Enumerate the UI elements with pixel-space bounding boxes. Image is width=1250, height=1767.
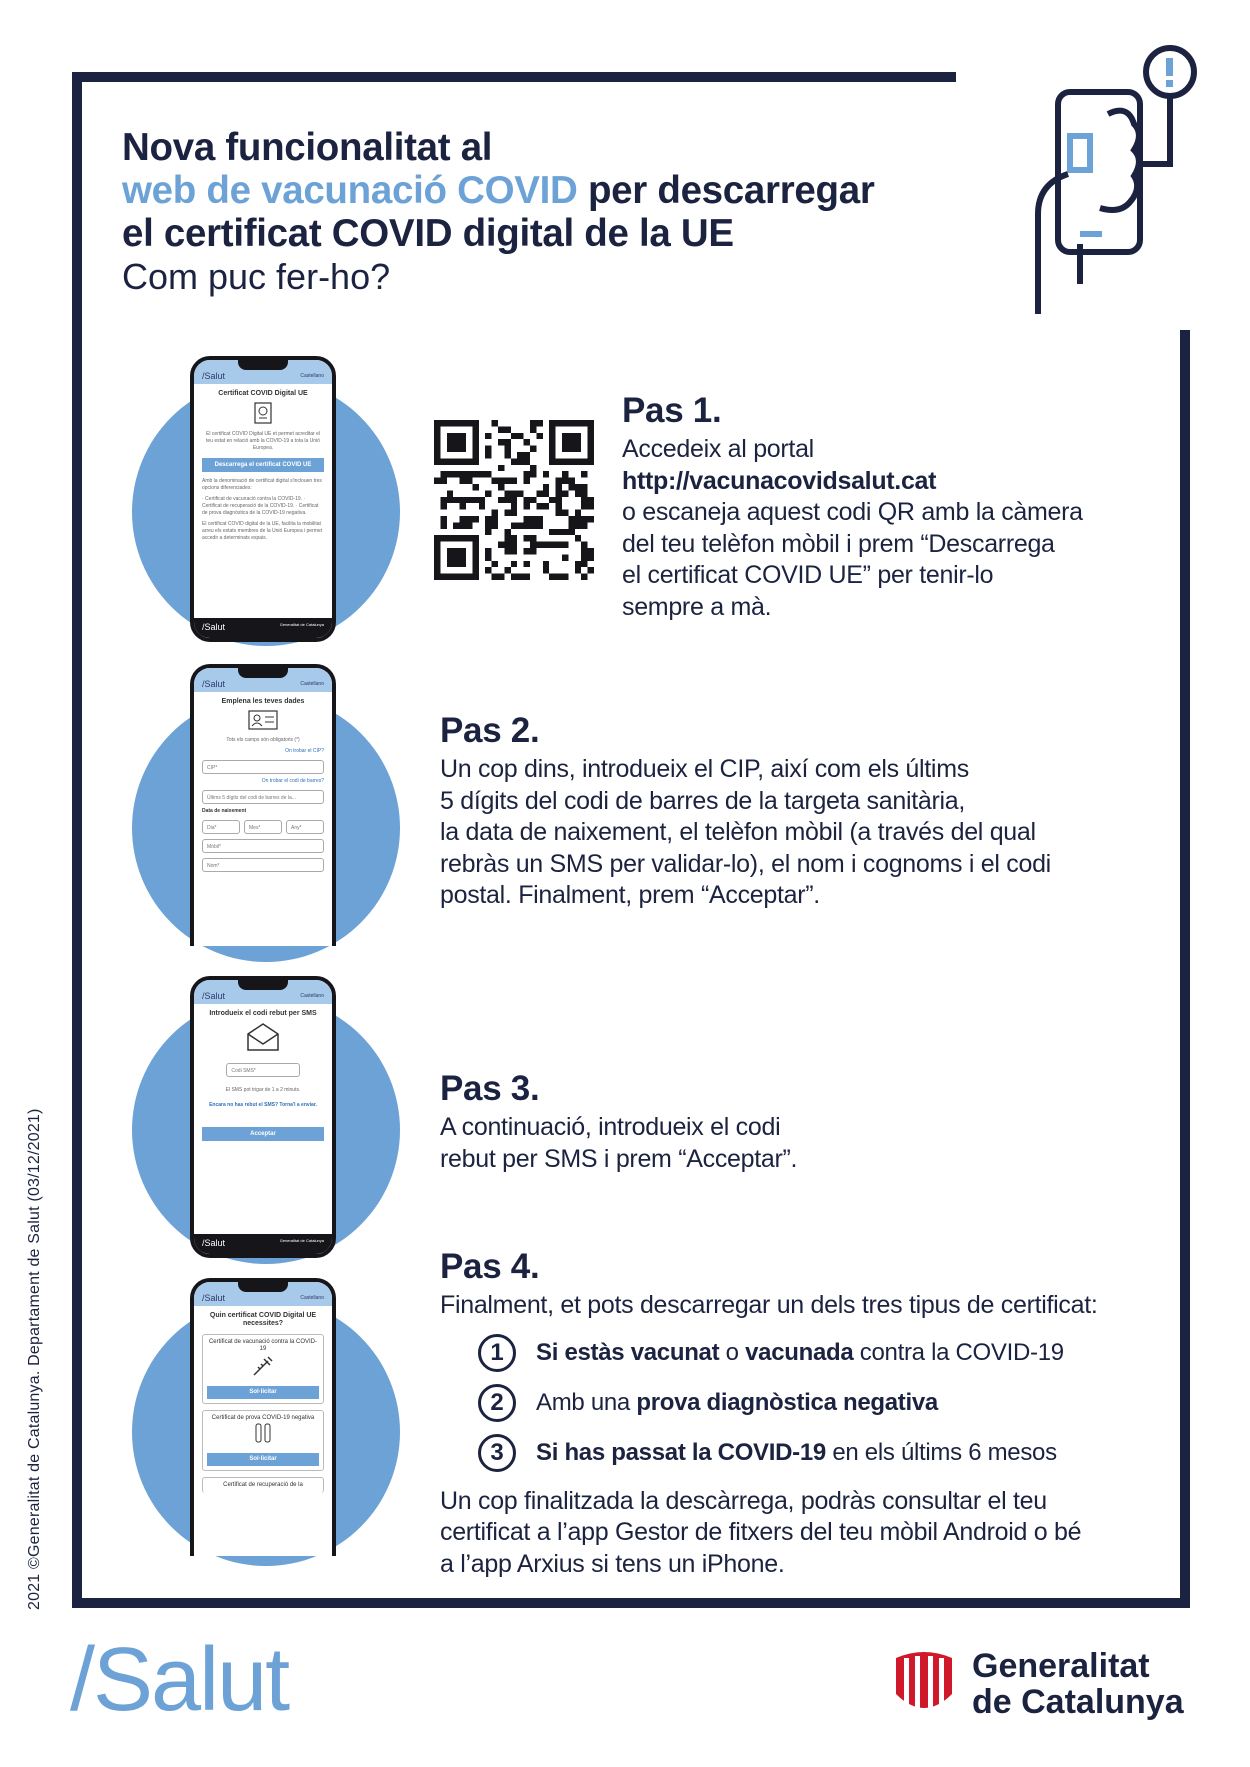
month-input[interactable]: Mes* [244,820,282,834]
phone-title: Quin certificat COVID Digital UE necessites? [209,1312,317,1327]
phone-notch [238,1280,288,1292]
phone-mockup [190,976,336,1258]
option-bold: Si estàs vacunat [536,1338,720,1366]
step-1 [622,392,1083,623]
accept-button[interactable]: Acceptar [202,1127,324,1141]
phone-footer [194,618,332,638]
dob-fields [202,815,324,834]
step-3-body [440,1112,797,1175]
cip-input[interactable]: CIP* [202,760,324,774]
vaccination-certificate-card [202,1334,324,1404]
test-certificate-card [202,1410,324,1471]
download-certificate-button[interactable]: Descarrega el certificat COVID UE [202,458,324,472]
option-text [536,1438,1057,1468]
phone-title: Introdueix el codi rebut per SMS [209,1010,317,1017]
card-label: Certificat de recuperació de la [223,1482,303,1488]
phone-content [194,384,332,548]
option-text [536,1338,1064,1368]
side-credit: 2021 ©Generalitat de Catalunya. Departament de Salut (03/12/2021) [26,1108,43,1610]
step-3-line: A continuació, introdueix el codi [440,1113,781,1141]
card-label: Certificat de vacunació contra la COVID-19 [208,1339,318,1352]
option-mid: o [719,1338,746,1366]
phone-brand: /Salut [202,679,226,689]
phone-footer-org: Generalitat de Catalunya [279,622,324,627]
step-1-body [622,434,1083,623]
dob-label: Data de naixement [202,808,247,814]
option-rest: contra la COVID-19 [853,1338,1064,1366]
step-2-body [440,754,1051,912]
generalitat-line-2: de Catalunya [972,1683,1184,1721]
salut-logo: /Salut [70,1630,289,1730]
phone-note: Amb la denominació de certificat digital s'inclouen tres opcions diferenciades: [202,478,322,491]
step-1-line: sempre a mà. [622,592,772,621]
generalitat-logo [892,1648,1184,1720]
step-1-line: del teu telèfon mòbil i prem “Descarrega [622,529,1055,558]
step-2-line: rebràs un SMS per validar-lo), el nom i cognoms i el codi [440,849,1051,878]
option-number: 1 [478,1334,516,1372]
title-line-2-rest: per descarregar [577,169,875,212]
step-1-line: Accedeix al portal [622,435,814,463]
id-card-icon [248,710,278,730]
step-2-line: postal. Finalment, prem “Acceptar”. [440,881,820,909]
step4-illustration [132,1278,412,1578]
generalitat-name [972,1648,1184,1720]
year-input[interactable]: Any* [286,820,324,834]
step-2 [440,712,1051,912]
help-barcode-link[interactable]: On trobar el codi de barres? [261,778,324,784]
step-2-line: la data de naixement, el telèfon mòbil (a través del qual [440,818,1036,846]
phone-notch [238,666,288,678]
phone-alert-icon [1020,44,1220,324]
option-pre: Amb una [536,1388,637,1416]
phone-mockup [190,1278,336,1556]
option-bold: prova diagnòstica negativa [636,1388,938,1416]
syringe-icon [250,1353,276,1379]
option-vaccinated [478,1334,1170,1372]
option-bold: vacunada [745,1338,854,1366]
envelope-icon [245,1022,281,1052]
qr-code[interactable] [434,420,594,580]
phone-desc: El certificat COVID Digital UE et permet acreditar el teu estat en relació amb la COVID-19 a tota la Unió Europea. [206,431,320,451]
phone-title: Emplena les teves dades [221,698,305,705]
frame-top-border [72,72,956,82]
step-2-heading: Pas 2. [440,711,540,750]
card-label: Certificat de prova COVID-19 negativa [211,1415,315,1421]
page-title [122,126,982,299]
step-1-line: o escaneja aquest codi QR amb la càmera [622,498,1083,526]
request-button[interactable]: Sol·licitar [207,1453,319,1466]
phone-content [194,1306,332,1499]
phone-brand: /Salut [202,371,226,381]
step2-illustration [132,664,412,964]
phone-lang-link[interactable]: Castellano [300,681,324,687]
phone-footer [194,1234,332,1254]
step-4-intro: Finalment, et pots descarregar un dels tres tipus de certificat: [440,1291,1098,1319]
phone-content [194,1004,332,1153]
barcode-input[interactable]: Últims 5 dígits del codi de barres de la... [202,790,324,804]
step-2-line: 5 dígits del codi de barres de la targeta sanitària, [440,786,966,815]
sms-hint: El SMS pot trigar de 1 a 2 minuts. [225,1087,301,1093]
generalitat-line-1: Generalitat [972,1647,1150,1685]
phone-lang-link[interactable]: Castellano [300,993,324,999]
step-4 [440,1248,1170,1580]
step3-illustration [132,976,412,1276]
title-line-1: Nova funcionalitat al [122,126,493,169]
step-3-line: rebut per SMS i prem “Acceptar”. [440,1144,798,1173]
day-input[interactable]: Dia* [202,820,240,834]
step-1-line: el certificat COVID UE” per tenir-lo [622,561,994,589]
phone-mockup [190,664,336,946]
portal-link[interactable]: http://vacunacovidsalut.cat [622,466,937,495]
title-line-3: el certificat COVID digital de la UE [122,212,734,255]
option-rest: en els últims 6 mesos [825,1438,1057,1466]
closing-line: a l’app Arxius si tens un iPhone. [440,1549,785,1578]
phone-footer-org: Generalitat de Catalunya [279,1238,324,1243]
mobile-input[interactable]: Mòbil* [202,839,324,853]
step-4-heading: Pas 4. [440,1247,540,1286]
step-4-closing [440,1486,1170,1581]
phone-mockup [190,356,336,642]
phone-lang-link[interactable]: Castellano [300,373,324,379]
phone-brand: /Salut [202,991,226,1001]
step1-illustration [132,356,412,656]
option-text [536,1388,938,1418]
option-recovered [478,1434,1170,1472]
passport-icon [252,402,274,424]
phone-notch [238,358,288,370]
title-subtitle: Com puc fer-ho? [122,256,391,297]
help-cip-link[interactable]: On trobar el CIP? [285,748,324,754]
closing-line: Un cop finalitzada la descàrrega, podràs consultar el teu [440,1486,1047,1515]
required-note: Tots els camps són obligatoris (*) [226,737,300,743]
step-2-line: Un cop dins, introdueix el CIP, així com els últims [440,755,969,783]
step-3-heading: Pas 3. [440,1069,540,1108]
phone-notch [238,978,288,990]
phone-title: Certificat COVID Digital UE [218,390,308,397]
frame-left-border [72,72,82,1608]
phone-brand: /Salut [202,1293,226,1303]
option-bold: Si has passat la COVID-19 [536,1438,826,1466]
phone-bullets: · Certificat de vacunació contra la COVID-19. · Certificat de recuperació de la COVID-19. · Certificat de prova diagnòstica de la COVID-19 negativa. [202,496,319,516]
phone-lang-link[interactable]: Castellano [300,1295,324,1301]
phone-content [194,692,332,878]
generalitat-seal-icon [892,1650,956,1718]
resend-sms-link[interactable]: Encara no has rebut el SMS? Torna'l a enviar. [209,1102,317,1108]
option-number: 2 [478,1384,516,1422]
title-line-2 [122,169,982,212]
name-input[interactable]: Nom* [202,858,324,872]
sms-code-input[interactable]: Codi SMS* [226,1063,299,1077]
phone-footer-brand: /Salut [202,622,226,632]
title-highlight: web de vacunació COVID [122,169,578,212]
option-negative-test [478,1384,1170,1422]
frame-right-border [1180,330,1190,1608]
request-button[interactable]: Sol·licitar [207,1386,319,1399]
recovery-certificate-card [202,1477,324,1493]
phone-footer-brand: /Salut [202,1238,226,1248]
step-1-heading: Pas 1. [622,391,722,430]
phone-note-2: El certificat COVID digital de la UE, facilita la mobilitat arreu els estats membres de la Unió Europea i permet accedir a determinats espais. [202,521,323,541]
frame-bottom-border [72,1598,1190,1608]
option-number: 3 [478,1434,516,1472]
step-3 [440,1070,797,1175]
closing-line: certificat a l’app Gestor de fitxers del teu mòbil Android o bé [440,1518,1082,1546]
test-tube-icon [250,1422,276,1446]
